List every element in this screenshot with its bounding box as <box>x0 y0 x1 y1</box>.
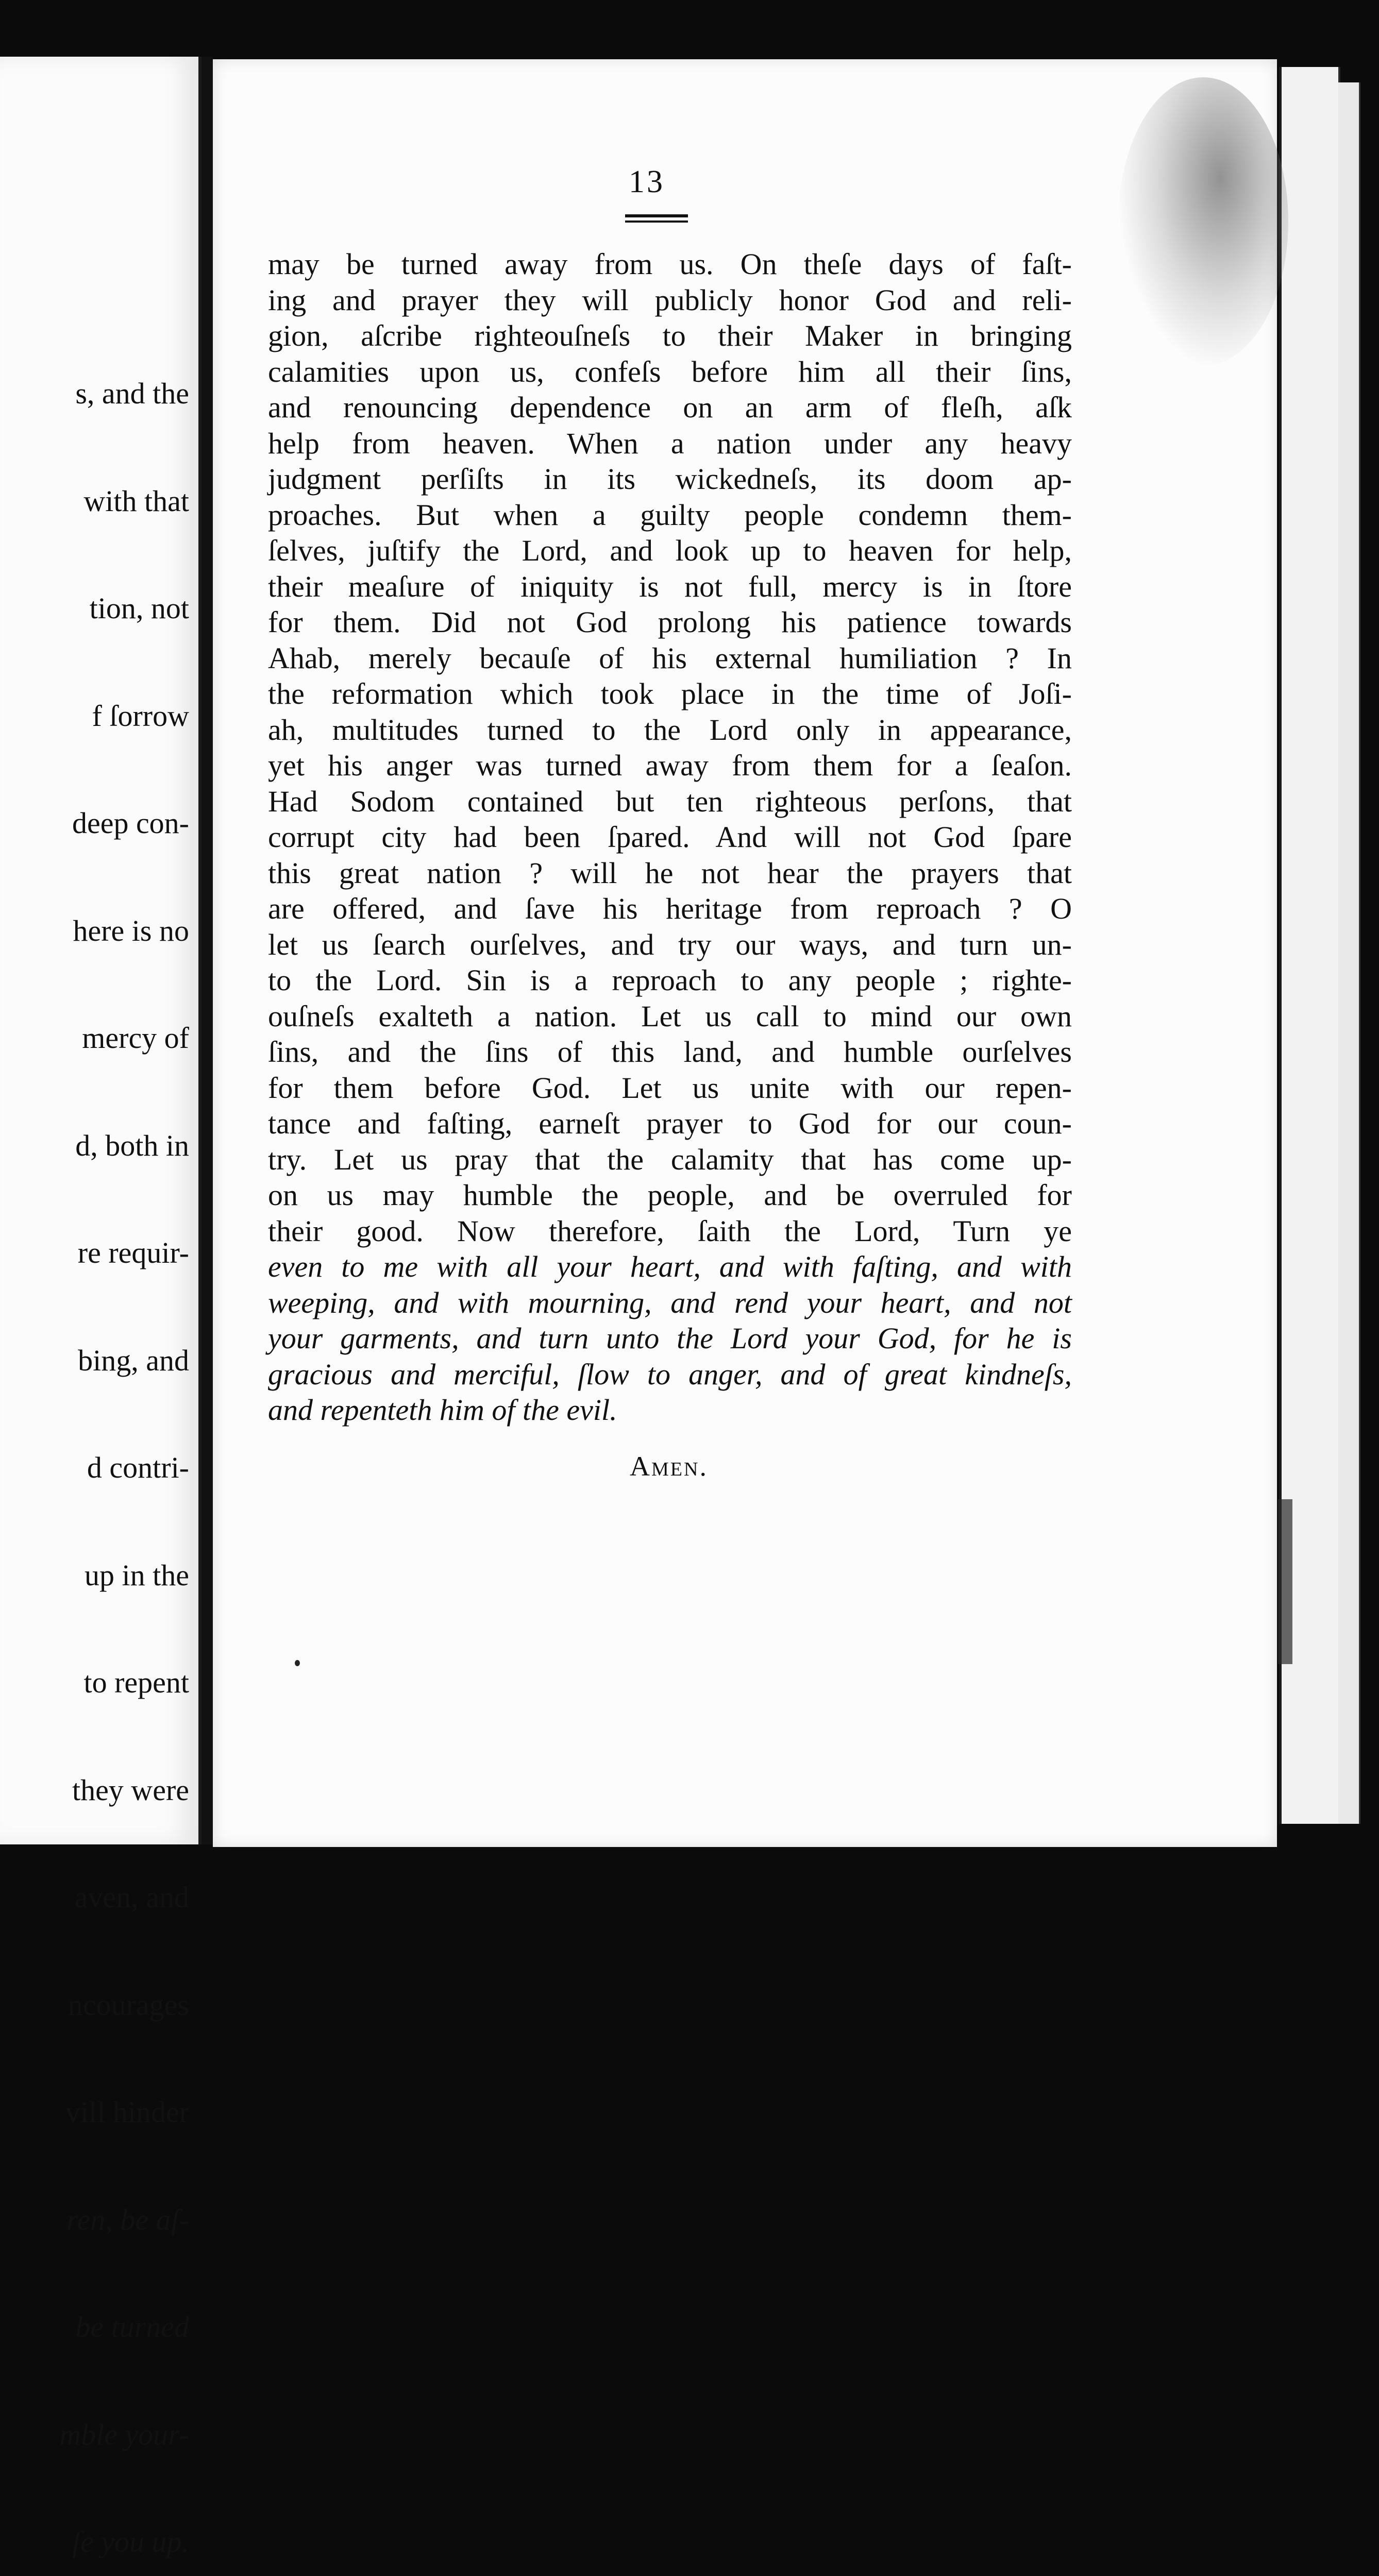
text-line: the reformation which took place in the time of Joſi- <box>268 677 1072 710</box>
text-line: ouſneſs exalteth a nation. Let us call to mind our own <box>268 999 1072 1033</box>
text-line: yet his anger was turned away from them for a ſeaſon. <box>268 749 1072 782</box>
text-line: vill hinder <box>65 2095 189 2129</box>
text-line: aven, and <box>74 1880 189 1914</box>
text-line: s, and the <box>75 377 189 410</box>
text-line: weeping, and with mourning, and rend your heart, and not <box>268 1285 1072 1319</box>
text-line: gion, aſcribe righteouſneſs to their Maker in bringing <box>268 319 1072 352</box>
text-line: ſins, and the ſins of this land, and humble ourſelves <box>268 1035 1072 1069</box>
body-text <box>268 246 1072 1428</box>
text-line: ncourages <box>68 1988 189 2022</box>
text-line: d contri- <box>87 1451 189 1484</box>
text-line: let us ſearch ourſelves, and try our ways, and turn un- <box>268 927 1072 961</box>
text-line: re requir- <box>77 1236 189 1269</box>
page-number: 13 <box>629 164 665 199</box>
water-stain <box>1118 77 1288 366</box>
closing-amen: Amen. <box>630 1451 708 1482</box>
text-line: they were <box>72 1773 189 1807</box>
book-gutter <box>201 57 213 1844</box>
text-line: on us may humble the people, and be overruled for <box>268 1178 1072 1212</box>
text-line: mble your- <box>59 2417 189 2451</box>
text-line: mercy of <box>82 1021 189 1055</box>
header-rule <box>625 221 688 223</box>
text-line: proaches. But when a guilty people condemn them- <box>268 498 1072 532</box>
text-line: ing and prayer they will publicly honor God and reli- <box>268 283 1072 317</box>
header-rule <box>625 214 688 217</box>
text-line: Ahab, merely becauſe of his external humiliation ? In <box>268 641 1072 675</box>
text-line: ren, be aſ- <box>66 2202 189 2236</box>
text-line: to repent <box>83 1666 189 1699</box>
text-line: for them before God. Let us unite with our repen- <box>268 1071 1072 1105</box>
text-line: corrupt city had been ſpared. And will not God ſpare <box>268 820 1072 854</box>
page-edge <box>1338 82 1360 1824</box>
text-line: to the Lord. Sin is a reproach to any people ; righte- <box>268 963 1072 997</box>
text-line: be turned <box>75 2310 189 2344</box>
text-line: with that <box>83 484 189 518</box>
text-line: calamities upon us, confeſs before him all their ſins, <box>268 354 1072 388</box>
text-line: here is no <box>73 913 189 947</box>
text-line: your garments, and turn unto the Lord your God, for he is <box>268 1321 1072 1355</box>
text-line: are offered, and ſave his heritage from reproach ? O <box>268 892 1072 925</box>
text-line: their meaſure of iniquity is not full, mercy is in ſtore <box>268 569 1072 603</box>
text-line: gracious and merciful, ſlow to anger, and of great kindneſs, <box>268 1357 1072 1391</box>
text-line: tance and faſting, earneſt prayer to God for our coun- <box>268 1107 1072 1140</box>
text-line: even to me with all your heart, and with faſting, and with <box>268 1250 1072 1283</box>
scan-speck <box>295 1660 300 1666</box>
text-line: bing, and <box>78 1343 189 1377</box>
text-line: for them. Did not God prolong his patience towards <box>268 605 1072 639</box>
left-page-text <box>59 304 189 2576</box>
text-line: d, both in <box>75 1128 189 1162</box>
text-line: ah, multitudes turned to the Lord only in appearance, <box>268 713 1072 747</box>
text-line: try. Let us pray that the calamity that has come up- <box>268 1142 1072 1176</box>
text-line: Had Sodom contained but ten righteous perſons, that <box>268 784 1072 818</box>
left-page <box>0 57 201 2558</box>
text-line: judgment perſiſts in its wickedneſs, its doom ap- <box>268 462 1072 496</box>
text-line: deep con- <box>72 806 189 840</box>
text-line: their good. Now therefore, ſaith the Lord, Turn ye <box>268 1214 1072 1248</box>
text-line: this great nation ? will he not hear the prayers that <box>268 856 1072 890</box>
edge-shadow <box>1278 1499 1292 1664</box>
text-line: and repenteth him of the evil. <box>268 1393 617 1427</box>
text-line: tion, not <box>89 591 189 625</box>
text-line: f ſorrow <box>92 699 189 733</box>
text-line: may be turned away from us. On theſe days of faſt- <box>268 247 1072 281</box>
text-line: and renouncing dependence on an arm of fleſh, aſk <box>268 391 1072 424</box>
text-line: ſe you up. <box>72 2525 189 2558</box>
text-line: ſelves, juſtify the Lord, and look up to heaven for help, <box>268 534 1072 567</box>
text-line: help from heaven. When a nation under any heavy <box>268 426 1072 460</box>
text-line: up in the <box>85 1558 189 1592</box>
